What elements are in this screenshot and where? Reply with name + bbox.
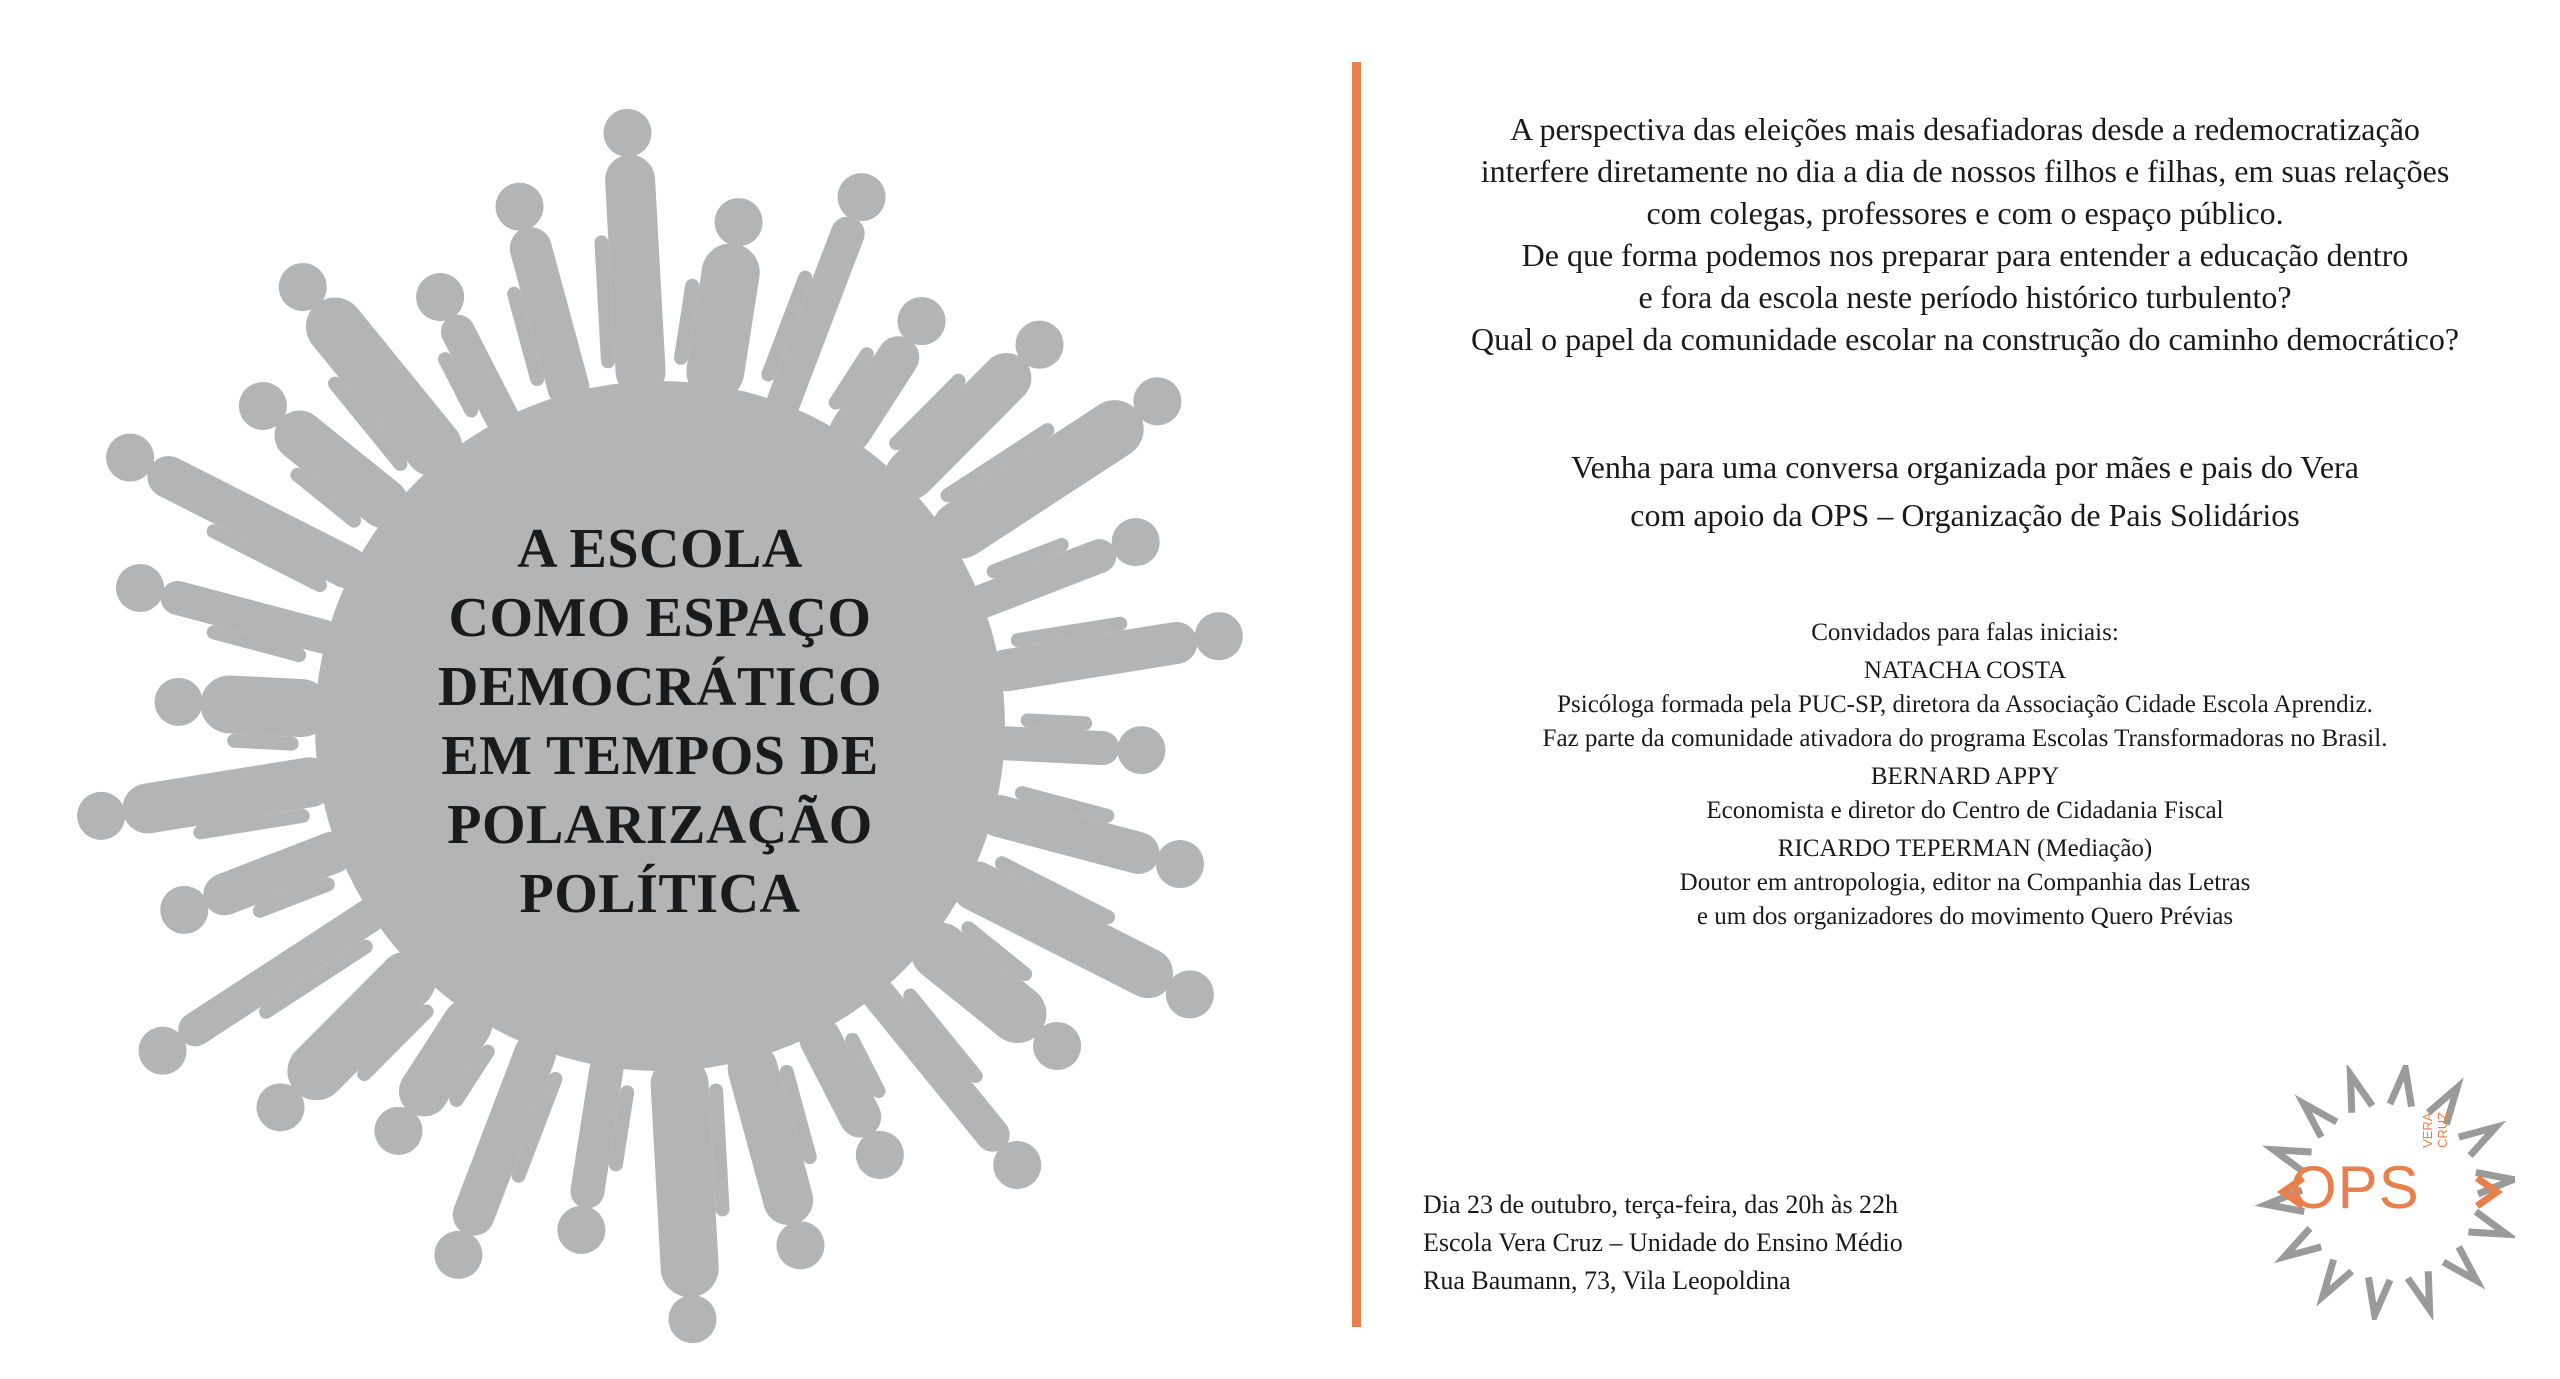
intro-line: com colegas, professores e com o espaço público.	[1646, 195, 2284, 231]
event-venue: Escola Vera Cruz – Unidade do Ensino Médio	[1423, 1228, 1903, 1257]
guest-name: NATACHA COSTA	[1863, 657, 2067, 684]
person-silhouette	[74, 754, 341, 858]
event-date: Dia 23 de outubro, terça-feira, das 20h às 22h	[1423, 1190, 1899, 1219]
intro-line: interfere diretamente no dia a dia de nossos filhos e filhas, em suas relações	[1480, 153, 2450, 189]
title-line: POLÍTICA	[519, 863, 801, 925]
guest-bernard-appy	[1400, 760, 2530, 828]
title-line: A ESCOLA	[517, 518, 803, 580]
intro-line: De que forma podemos nos preparar para entender a educação dentro	[1521, 237, 2409, 273]
intro-line: e fora da escola neste período histórico turbulento?	[1638, 279, 2292, 315]
guest-description: Faz parte da comunidade ativadora do programa Escolas Transformadoras no Brasil.	[1542, 725, 2388, 752]
intro-line: Qual o papel da comunidade escolar na construção do caminho democrático?	[1470, 321, 2460, 357]
orange-divider	[1352, 62, 1361, 1327]
event-address: Rua Baumann, 73, Vila Leopoldina	[1423, 1266, 1791, 1295]
guest-description: Doutor em antropologia, editor na Companhia das Letras	[1679, 869, 2251, 896]
logo-ray	[2323, 1260, 2352, 1297]
logo-ray	[2369, 1277, 2391, 1315]
invite-paragraph	[1400, 443, 2530, 539]
logo-ray	[2284, 1228, 2321, 1256]
event-title	[330, 515, 990, 929]
guest-description: e um dos organizadores do movimento Quero Prévias	[1696, 903, 2234, 930]
invite-line: com apoio da OPS – Organização de Pais Solidários	[1630, 497, 2300, 533]
person-silhouette	[988, 712, 1167, 776]
event-details	[1423, 1186, 2123, 1300]
invite-line: Venha para uma conversa organizada por mães e pais do Vera	[1571, 449, 2359, 485]
logo-ray	[2303, 1103, 2336, 1137]
logo-text: OPS	[2290, 1154, 2420, 1221]
guests-section	[1400, 616, 2530, 936]
guests-heading: Convidados para falas iniciais:	[1811, 619, 2119, 646]
person-silhouette	[980, 598, 1246, 698]
guest-natacha-costa	[1400, 654, 2530, 756]
person-silhouette	[152, 672, 331, 753]
logo-ray	[2443, 1247, 2476, 1281]
title-line: POLARIZAÇÃO	[447, 794, 873, 856]
title-line: EM TEMPOS DE	[441, 725, 879, 787]
logo-ray	[2459, 1127, 2496, 1155]
person-silhouette	[668, 192, 771, 405]
logo-ray	[2390, 1069, 2412, 1107]
intro-paragraph	[1400, 108, 2530, 360]
guest-name: RICARDO TEPERMAN (Mediação)	[1777, 835, 2153, 862]
person-silhouette	[554, 1048, 640, 1258]
title-line: COMO ESPAÇO	[448, 587, 872, 649]
guest-description: Economista e diretor do Centro de Cidadania Fiscal	[1706, 797, 2224, 824]
person-silhouette	[587, 108, 667, 399]
logo-ray	[2408, 1271, 2430, 1309]
logo-subtext-line: CRUZ	[2435, 1111, 2450, 1148]
logo-ray	[2350, 1075, 2372, 1113]
guest-description: Psicóloga formada pela PUC-SP, diretora da Associação Cidade Escola Aprendiz.	[1557, 691, 2373, 718]
intro-line: A perspectiva das eleições mais desafiadoras desde a redemocratização	[1510, 111, 2420, 147]
guest-name: BERNARD APPY	[1870, 763, 2060, 790]
logo-subtext	[2420, 1108, 2450, 1148]
guest-ricardo-teperman	[1400, 832, 2530, 934]
logo-subtext-line: VERA	[2420, 1112, 2435, 1148]
person-silhouette	[649, 1053, 737, 1345]
title-line: DEMOCRÁTICO	[437, 656, 883, 718]
logo-ray	[2468, 1212, 2506, 1235]
